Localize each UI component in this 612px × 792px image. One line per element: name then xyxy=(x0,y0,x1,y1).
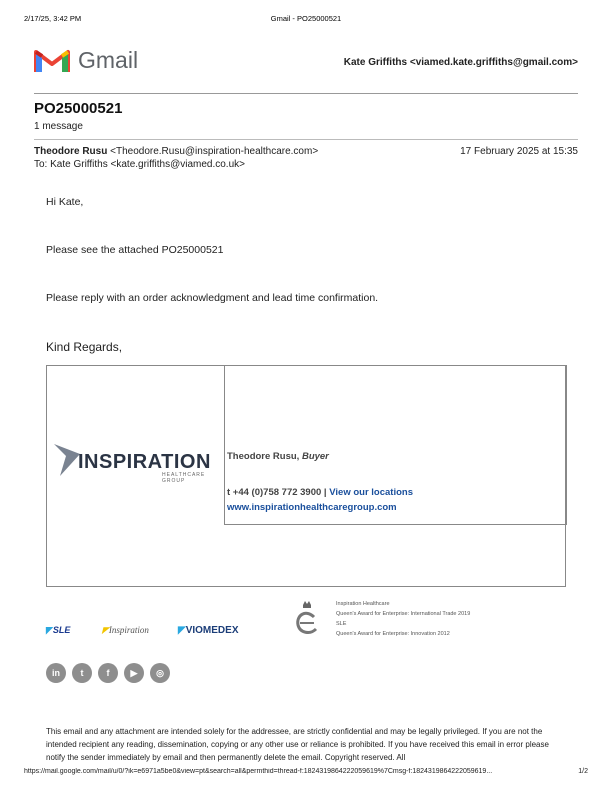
message-date: 17 February 2025 at 15:35 xyxy=(460,146,578,157)
sender-name: Theodore Rusu xyxy=(34,146,108,157)
print-page-number: 1/2 xyxy=(578,768,588,775)
award-line-4: Queen's Award for Enterprise: Innovation 2012 xyxy=(336,631,450,637)
sle-logo-text: SLE xyxy=(52,625,71,635)
inspiration-logo-text: INSPIRATION xyxy=(78,451,211,473)
inspiration-logo-subtitle: HEALTHCARE GROUP xyxy=(162,472,206,484)
subject-divider xyxy=(34,139,578,140)
award-line-3: SLE xyxy=(336,621,347,627)
website-link[interactable]: www.inspirationhealthcaregroup.com xyxy=(227,502,397,513)
viomedex-swoosh-icon: ◤ xyxy=(178,625,186,636)
signature-name xyxy=(227,451,329,462)
sle-logo xyxy=(46,625,70,636)
print-footer-url: https://mail.google.com/mail/u/0/?ik=e6971a5be0&view=pt&search=all&permthid=thread-f:1824319864222059619%7Cmsg-f:1824319864222059619... xyxy=(24,768,493,775)
signature-contact-box xyxy=(224,365,567,525)
gmail-logo xyxy=(34,46,144,74)
header-divider xyxy=(34,93,578,94)
award-line-2: Queen's Award for Enterprise: International Trade 2019 xyxy=(336,611,471,617)
inspiration-logo xyxy=(52,440,218,482)
facebook-icon[interactable]: f xyxy=(98,663,118,683)
inspiration-brand-text: Inspiration xyxy=(108,625,149,635)
body-line-1: Please see the attached PO25000521 xyxy=(46,244,224,256)
instagram-icon[interactable]: ◎ xyxy=(150,663,170,683)
message-to: To: Kate Griffiths <kate.griffiths@viamed.co.uk> xyxy=(34,159,245,170)
thread-subject: PO25000521 xyxy=(34,100,123,117)
signature-role: Buyer xyxy=(301,451,329,462)
print-title: Gmail - PO25000521 xyxy=(270,14,342,23)
greeting: Hi Kate, xyxy=(46,196,84,208)
youtube-icon[interactable]: ▶ xyxy=(124,663,144,683)
legal-disclaimer: This email and any attachment are intended solely for the addressee, are strictly confidential and may be legally privileged. If you are not the intended recipient any reading, dissemination, copying or any other use or reliance is prohibited. If you have received this email in error please notify the sender immediately by email and then permanently delete the email. Copyright reserved. All xyxy=(46,727,549,762)
view-locations-link[interactable]: View our locations xyxy=(329,487,413,498)
queens-award-emblem-icon xyxy=(292,599,322,639)
inspiration-brand-logo xyxy=(102,625,149,636)
viomedex-logo xyxy=(178,625,239,636)
signoff: Kind Regards, xyxy=(46,340,123,354)
gmail-wordmark: Gmail xyxy=(78,47,139,73)
signature-phone-line xyxy=(227,487,413,498)
body-line-2: Please reply with an order acknowledgment and lead time confirmation. xyxy=(46,292,379,304)
signature-phone: t +44 (0)758 772 3900 | xyxy=(227,487,327,498)
viomedex-logo-text: VIOMEDEX xyxy=(185,625,239,636)
inspiration-brand-swoosh-icon: ◤ xyxy=(102,625,109,635)
signature-person: Theodore Rusu, xyxy=(227,451,300,462)
linkedin-icon[interactable]: in xyxy=(46,663,66,683)
sender-email: <Theodore.Rusu@inspiration-healthcare.com> xyxy=(110,146,319,157)
sle-swoosh-icon: ◤ xyxy=(46,625,53,635)
message-from xyxy=(34,146,318,157)
account-identity: Kate Griffiths <viamed.kate.griffiths@gmail.com> xyxy=(343,57,578,68)
print-date: 2/17/25, 3:42 PM xyxy=(24,14,82,23)
gmail-m-icon xyxy=(34,46,70,74)
message-count: 1 message xyxy=(34,121,83,132)
award-line-1: Inspiration Healthcare xyxy=(336,601,390,607)
twitter-icon[interactable]: t xyxy=(72,663,92,683)
